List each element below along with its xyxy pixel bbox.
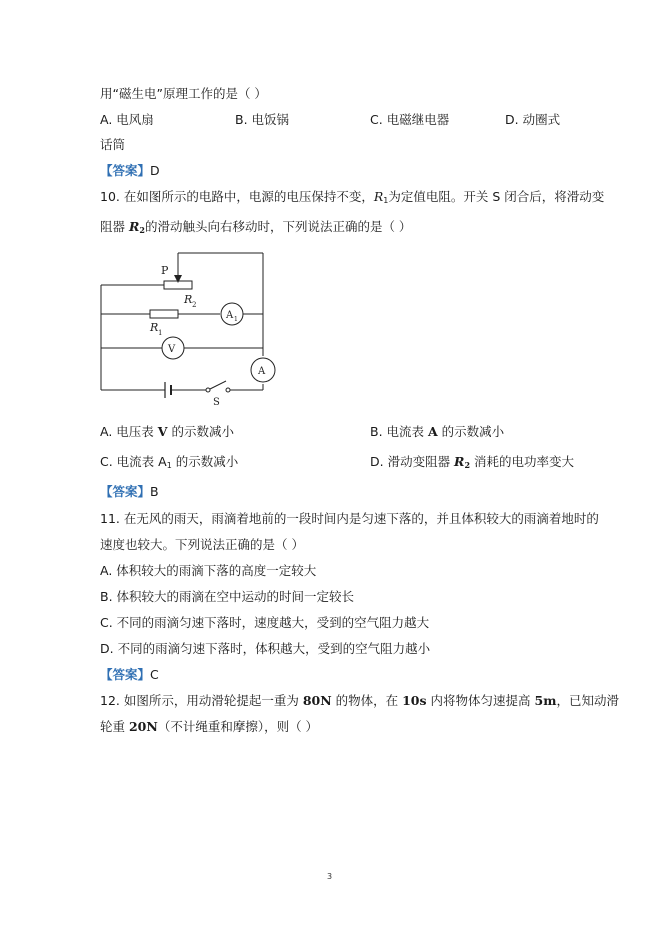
q10-stem-line1: 10. 在如图所示的电路中，电源的电压保持不变，$R_1$为定值电阻。开关 S 闭合后，将滑动变: [100, 189, 605, 205]
resistor-r1: [150, 310, 178, 318]
q9-option-d-wrap: 话筒: [100, 137, 126, 152]
answer-label: 【答案】: [100, 667, 151, 682]
label-r2-sub: 2: [192, 301, 197, 309]
q12-stem-line2: 轮重 20N（不计绳重和摩擦），则（ ）: [100, 719, 319, 734]
q11-answer: 【答案】C: [100, 667, 159, 682]
q11-option-b: B. 体积较大的雨滴在空中运动的时间一定较长: [100, 589, 355, 604]
q11-stem-line1: 11. 在无风的雨天，雨滴着地前的一段时间内是匀速下落的，并且体积较大的雨滴着地时的: [100, 511, 599, 526]
q10-option-c: C. 电流表 $A_1$ 的示数减小: [100, 454, 239, 470]
switch-s: [210, 381, 226, 389]
q12-stem-line1: 12. 如图所示，用动滑轮提起一重为 80N 的物体，在 10s 内将物体匀速提高 5m，已知动滑: [100, 693, 619, 708]
circuit-diagram: [96, 250, 280, 410]
label-s: S: [213, 397, 220, 408]
q11-option-c: C. 不同的雨滴匀速下落时，速度越大，受到的空气阻力越大: [100, 615, 430, 630]
q10-answer: 【答案】B: [100, 484, 159, 499]
q11-option-d: D. 不同的雨滴匀速下落时，体积越大，受到的空气阻力越小: [100, 641, 431, 656]
label-r2: R: [184, 293, 193, 306]
q9-answer: 【答案】D: [100, 163, 160, 178]
q10-option-d: D. 滑动变阻器 $R_2$ 消耗的电功率变大: [370, 454, 574, 470]
q9-option-d: D. 动圈式: [505, 112, 561, 127]
label-a: A: [258, 366, 266, 377]
answer-label: 【答案】: [100, 163, 151, 178]
q9-option-b: B. 电饭锅: [235, 112, 290, 127]
label-r1-sub: 1: [158, 329, 163, 337]
q11-stem-line2: 速度也较大。下列说法正确的是（ ）: [100, 537, 304, 552]
q10-option-b: B. 电流表 A 的示数减小: [370, 424, 505, 439]
label-p: P: [161, 264, 169, 277]
q9-stem: 用“磁生电”原理工作的是（ ）: [100, 86, 267, 101]
page-number: 3: [327, 872, 333, 881]
label-a1-sub: 1: [234, 316, 238, 323]
q11-option-a: A. 体积较大的雨滴下落的高度一定较大: [100, 563, 317, 578]
label-r1: R: [150, 321, 159, 334]
label-a1: A: [226, 310, 234, 321]
q9-option-a: A. 电风扇: [100, 112, 154, 127]
slider-arrow: [174, 275, 182, 283]
q9-option-c: C. 电磁继电器: [370, 112, 450, 127]
q10-stem-line2: 阻器 $R_2$的滑动触头向右移动时，下列说法正确的是（ ）: [100, 219, 412, 235]
answer-label: 【答案】: [100, 484, 151, 499]
q10-option-a: A. 电压表 V 的示数减小: [100, 424, 234, 439]
label-v: V: [168, 344, 176, 355]
